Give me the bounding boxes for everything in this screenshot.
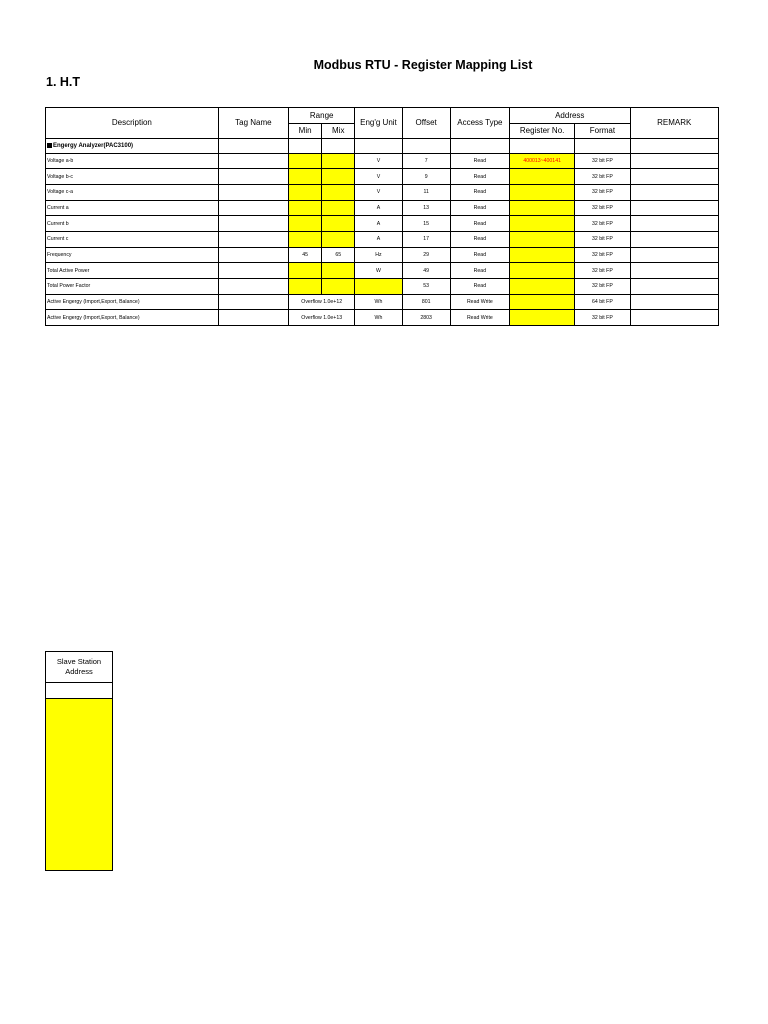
cell-max: [322, 184, 355, 200]
cell-register-no: [510, 247, 575, 263]
cell-unit: [355, 279, 402, 295]
register-mapping-table: [45, 107, 719, 326]
header-max: Mix: [322, 124, 355, 139]
header-access-type: Access Type: [450, 108, 509, 139]
cell-format: 32 bit FP: [575, 279, 630, 295]
cell-register-no: [510, 169, 575, 185]
header-description: Description: [46, 108, 219, 139]
cell-register-no: [510, 200, 575, 216]
table-row: [46, 216, 719, 232]
cell-unit: Wh: [355, 310, 402, 326]
cell-max: [322, 169, 355, 185]
cell-access: Read: [450, 200, 509, 216]
cell-max: [322, 200, 355, 216]
cell-format: 32 bit FP: [575, 232, 630, 248]
cell-range: Overflow 1.0e+12: [289, 294, 355, 310]
cell-access: Read: [450, 184, 509, 200]
cell-min: [289, 279, 322, 295]
cell-unit: A: [355, 232, 402, 248]
header-register-no: Register No.: [510, 124, 575, 139]
cell-tag-name: [218, 294, 288, 310]
square-bullet-icon: [47, 143, 52, 148]
cell-format: 64 bit FP: [575, 294, 630, 310]
table-row: [46, 247, 719, 263]
slave-station-header: Slave Station Address: [46, 652, 113, 683]
group-label: Engergy Analyzer(PAC3100): [53, 142, 134, 149]
table-row: [46, 153, 719, 169]
cell-access: Read: [450, 263, 509, 279]
cell-remark: [630, 184, 718, 200]
cell-register-no: [510, 294, 575, 310]
cell-unit: Hz: [355, 247, 402, 263]
cell-remark: [630, 216, 718, 232]
cell-register-no: [510, 263, 575, 279]
cell-tag-name: [218, 263, 288, 279]
cell-format: 32 bit FP: [575, 263, 630, 279]
page-title: Modbus RTU - Register Mapping List: [313, 58, 533, 72]
table-row: [46, 169, 719, 185]
cell-description: Voltage b-c: [46, 169, 219, 185]
cell-min: 45: [289, 247, 322, 263]
header-range: Range: [289, 108, 355, 124]
cell-range: Overflow 1.0e+13: [289, 310, 355, 326]
slave-station-blank-cell: [46, 683, 113, 699]
header-address: Address: [510, 108, 631, 124]
cell-max: [322, 153, 355, 169]
cell-tag-name: [218, 216, 288, 232]
cell-description: Frequency: [46, 247, 219, 263]
cell-min: [289, 169, 322, 185]
cell-max: [322, 279, 355, 295]
group-label-cell: [46, 139, 219, 154]
cell-access: Read: [450, 232, 509, 248]
cell-remark: [630, 263, 718, 279]
cell-description: Voltage c-a: [46, 184, 219, 200]
cell-register-no: [510, 216, 575, 232]
cell-offset: 9: [402, 169, 450, 185]
section-heading: 1. H.T: [46, 75, 81, 89]
table-row-group: [46, 139, 719, 154]
table-row: [46, 310, 719, 326]
cell-max: [322, 232, 355, 248]
table-row: [46, 263, 719, 279]
cell-access: Read: [450, 247, 509, 263]
cell-format: 32 bit FP: [575, 153, 630, 169]
cell-format: 32 bit FP: [575, 310, 630, 326]
cell-format: 32 bit FP: [575, 216, 630, 232]
cell-format: 32 bit FP: [575, 247, 630, 263]
table-row: [46, 184, 719, 200]
cell-access: Read: [450, 279, 509, 295]
cell-access: Read Write: [450, 294, 509, 310]
cell-register-no: 400013~400141: [510, 153, 575, 169]
header-offset: Offset: [402, 108, 450, 139]
cell-access: Read Write: [450, 310, 509, 326]
cell-max: 65: [322, 247, 355, 263]
cell-unit: W: [355, 263, 402, 279]
cell-tag-name: [218, 153, 288, 169]
cell-offset: 2803: [402, 310, 450, 326]
cell-register-no: [510, 232, 575, 248]
table-row: [46, 200, 719, 216]
table-row: [46, 294, 719, 310]
cell-max: [322, 216, 355, 232]
cell-min: [289, 184, 322, 200]
cell-remark: [630, 247, 718, 263]
cell-description: Total Active Power: [46, 263, 219, 279]
cell-unit: V: [355, 169, 402, 185]
cell-remark: [630, 169, 718, 185]
header-format: Format: [575, 124, 630, 139]
cell-offset: 53: [402, 279, 450, 295]
cell-offset: 7: [402, 153, 450, 169]
table-row: [46, 279, 719, 295]
cell-unit: V: [355, 184, 402, 200]
cell-min: [289, 216, 322, 232]
cell-description: Current b: [46, 216, 219, 232]
cell-min: [289, 200, 322, 216]
cell-format: 32 bit FP: [575, 200, 630, 216]
cell-description: Current a: [46, 200, 219, 216]
cell-tag-name: [218, 310, 288, 326]
cell-offset: 13: [402, 200, 450, 216]
cell-description: Voltage a-b: [46, 153, 219, 169]
cell-description: Total Power Factor: [46, 279, 219, 295]
cell-description: Active Engergy (Import,Export, Balance): [46, 294, 219, 310]
cell-remark: [630, 279, 718, 295]
header-tag-name: Tag Name: [218, 108, 288, 139]
slave-station-table: [45, 651, 113, 871]
cell-remark: [630, 294, 718, 310]
cell-offset: 29: [402, 247, 450, 263]
cell-description: Current c: [46, 232, 219, 248]
cell-unit: Wh: [355, 294, 402, 310]
cell-tag-name: [218, 184, 288, 200]
slave-station-address-cell: [46, 699, 113, 871]
cell-tag-name: [218, 232, 288, 248]
header-engg-unit: Eng'g Unit: [355, 108, 402, 139]
cell-register-no: [510, 310, 575, 326]
cell-remark: [630, 232, 718, 248]
cell-offset: 801: [402, 294, 450, 310]
cell-tag-name: [218, 247, 288, 263]
cell-offset: 11: [402, 184, 450, 200]
cell-min: [289, 232, 322, 248]
cell-unit: A: [355, 200, 402, 216]
cell-unit: V: [355, 153, 402, 169]
header-min: Min: [289, 124, 322, 139]
cell-max: [322, 263, 355, 279]
cell-remark: [630, 153, 718, 169]
cell-tag-name: [218, 279, 288, 295]
table-row: [46, 232, 719, 248]
cell-format: 32 bit FP: [575, 184, 630, 200]
cell-access: Read: [450, 216, 509, 232]
cell-unit: A: [355, 216, 402, 232]
cell-min: [289, 263, 322, 279]
cell-description: Active Engergy (Import,Export, Balance): [46, 310, 219, 326]
cell-min: [289, 153, 322, 169]
cell-remark: [630, 310, 718, 326]
cell-offset: 49: [402, 263, 450, 279]
cell-format: 32 bit FP: [575, 169, 630, 185]
cell-access: Read: [450, 153, 509, 169]
cell-offset: 15: [402, 216, 450, 232]
header-remark: REMARK: [630, 108, 718, 139]
cell-tag-name: [218, 169, 288, 185]
cell-register-no: [510, 184, 575, 200]
cell-remark: [630, 200, 718, 216]
cell-tag-name: [218, 200, 288, 216]
cell-register-no: [510, 279, 575, 295]
cell-access: Read: [450, 169, 509, 185]
cell-offset: 17: [402, 232, 450, 248]
